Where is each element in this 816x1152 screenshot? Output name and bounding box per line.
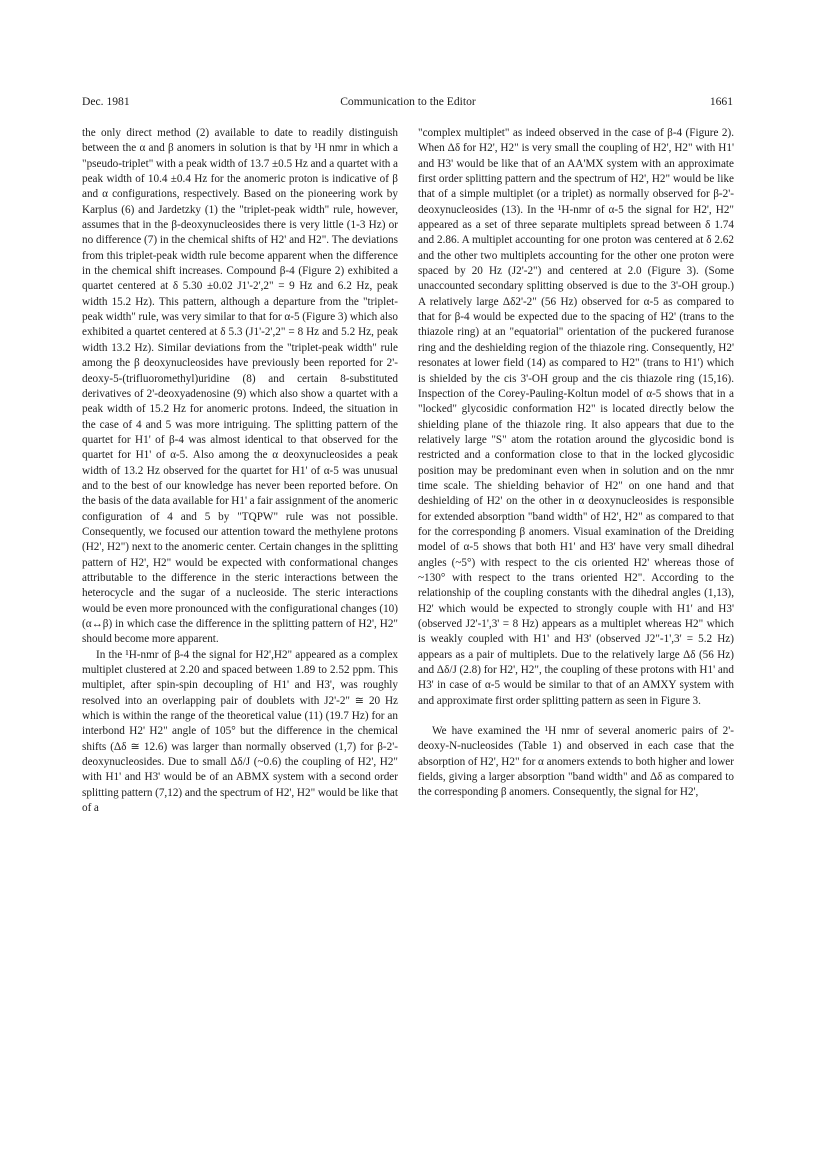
header-date: Dec. 1981 — [82, 95, 130, 108]
paragraph: We have examined the ¹H nmr of several anomeric pairs of 2'-deoxy-N-nucleosides (Table 1) and observed in each case that the absorption of H2', H2" for α anomers extends to both higher and lower fields, giving a larger absorption "band width" and Δδ as compared to the corresponding β anomers. Consequently, the signal for H2', — [418, 725, 734, 799]
page-number: 1661 — [709, 95, 733, 108]
paragraph: "complex multiplet" as indeed observed in the case of β-4 (Figure 2). When Δδ for H2', H2" is very small the coupling of H2', H2" with H1' and H3' would be like that of an AA'MX system with an approximate first order splitting pattern and the spectrum of H2', H2" would be like that of a simple multiplet (or a triplet) as normally observed for β-2'-deoxynucleosides (13). In the ¹H-nmr of α-5 the signal for H2', H2" appeared as a set of three separate multiplets spread between δ 1.74 and 2.86. A multiplet accounting for one proton was centered at δ 2.62 and the other two multiplets accounting for the other one proton were spaced by 20 Hz (J2'-2") and centered at 2.0 (Figure 3). (Some unaccounted secondary splitting observed is due to the 3'-OH group.) A relatively large Δδ2'-2" (56 Hz) observed for α-5 as compared to that for β-4 would be expected due to the spacing of H2' (trans to the thiazole ring) at an "equatorial" orientation of the puckered furanose ring and the deshielding region of the thiazole ring. Consequently, H2' resonates at lower field (14) as compared to H2" (trans to H1') which is shielded by the cis 3'-OH group and the cis thiazole ring (15,16). Inspection of the Corey-Pauling-Koltun model of α-5 shows that in a "locked" glycosidic conformation H2" is located directly below the shielding plane of the thiazole ring. It also appears that due to the relatively large "S" atom the rotation around the glycosidic bond is restricted and a conformation close to that in the locked glycosidic position may be predominant even when in solution and on the nmr time scale. The shielding behavior of H2" on one hand and that deshielding of H2' on the other in α deoxynucleosides is responsible for extended absorption "band width" of H2', H2" as compared to that for the corresponding β anomers. Visual examination of the Dreiding model of α-5 shows that both H1' and H3' have very small dihedral angles (~5°) with respect to the cis oriented H2' whereas those of ~130° with respect to the trans oriented H2". According to the relationship of the coupling constants with the dihedral angles (1,13), H2' which would be expected to strongly couple with H1' and H3' (observed J2'-1',3' = 8 Hz) appears as a multiplet whereas H2" which is weakly coupled with H1' and H3' (observed J2"-1',3' = 5.2 Hz) appears as a pair of multiplets. Due to the relatively large Δδ (56 Hz) and Δδ/J (2.8) for H2', H2", the coupling of these protons with H1' and H3' in case of α-5 would be similar to that of an AMXY system with and approximate first order splitting pattern as seen in Figure 3. — [418, 127, 734, 707]
right-column — [418, 126, 734, 801]
paragraph: the only direct method (2) available to date to readily distinguish between the α and β anomers in solution is that by ¹H nmr in which a "pseudo-triplet" with a peak width of 13.7 ±0.5 Hz and a quartet with a peak width of 10.4 ±0.4 Hz for the anomeric proton is indicative of β and α configurations, respectively. Based on the pioneering work by Karplus (6) and Jardetzky (1) the "triplet-peak width" rule, however, assumes that in the β-deoxynucleosides there is very little (1-3 Hz) or no difference (7) in the chemical shifts of H2' and H2". The deviations from this triplet-peak width rule become apparent when the difference in the chemical shift increases. Compound β-4 (Figure 2) exhibited a quartet centered at δ 5.30 ±0.02 J1'-2',2" = 9 Hz and 6.2 Hz, peak width 15.2 Hz). This pattern, although a departure from the "triplet-peak width" rule, was very similar to that for α-5 (Figure 3) which also exhibited a quartet centered at δ 5.3 (J1'-2',2" = 8 Hz and 5.2 Hz, peak width 13.2 Hz). Similar deviations from the "triplet-peak width" rule among the β deoxynucleosides have previously been reported for 2'-deoxy-5-(trifluoromethyl)uridine (8) and certain 8-substituted derivatives of 2'-deoxyadenosine (9) which also show a quartet with a peak width of 15.2 Hz for anomeric protons. Indeed, the situation in the case of 4 and 5 was more intriguing. The splitting pattern of the quartet for H1' of β-4 was almost identical to that observed for the quartet for H1' of α-5. Also among the α deoxynucleosides a peak width of 13.2 Hz observed for the quartet for H1' of α-5 was unusual and to the best of our knowledge has never been reported before. On the basis of the data available for H1' a fair assignment of the anomeric configuration of 4 and 5 by "TQPW" rule was not possible. Consequently, we focused our attention toward the methylene protons (H2', H2") next to the anomeric center. Certain changes in the splitting pattern of H2', H2" would be expected with conformational changes attributable to the difference in the steric interactions between the heterocycle and the sugar of a nucleoside. The steric interactions would be even more pronounced with the configurational changes (10) (α↔β) in which case the difference in the splitting pattern of H2', H2" should become more apparent. — [82, 127, 398, 646]
left-column — [82, 126, 398, 816]
header-title: Communication to the Editor — [340, 95, 476, 108]
paragraph: In the ¹H-nmr of β-4 the signal for H2',H2" appeared as a complex multiplet clustered at 2.20 and spaced between 1.89 to 2.52 ppm. This multiplet, after spin-spin decoupling of H1' and H3', was roughly resolved into an overlapping pair of doublets with J2'-2" ≅ 20 Hz which is within the range of the theoretical value (11) (19.7 Hz) for an interbond H2' H2" angle of 105° but the difference in the chemical shifts (Δδ ≅ 12.6) was larger than normally observed (1,7) for β-2'-deoxynucleosides. Due to small Δδ/J (~0.6) the coupling of H2', H2" with H1' and H3' would be of an ABMX system with a second order splitting pattern (7,12) and the spectrum of H2', H2" would be like that of a — [82, 648, 398, 815]
